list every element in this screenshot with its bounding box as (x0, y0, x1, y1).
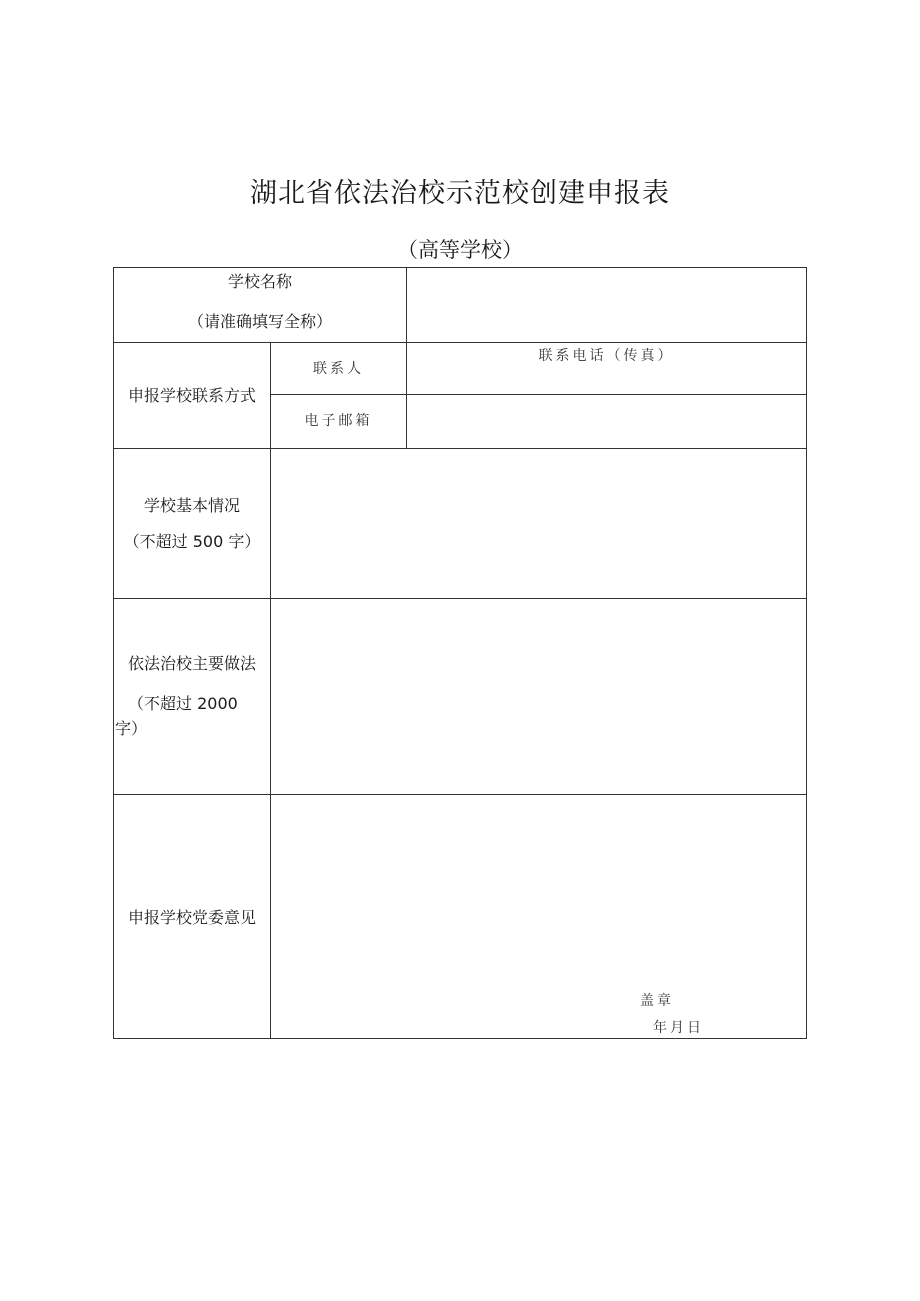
main-practices-hint-cont: 字） (115, 719, 148, 738)
main-practices-hint: （不超过 2000 (128, 694, 238, 713)
basic-info-field[interactable] (271, 449, 806, 598)
basic-info-hint: （不超过 500 字） (123, 532, 261, 551)
main-practices-label: 依法治校主要做法 (127, 654, 256, 673)
email-field[interactable] (407, 395, 806, 448)
email-label: 电子邮箱 (304, 413, 373, 429)
school-name-hint: （请准确填写全称） (187, 312, 332, 331)
party-opinion-field[interactable] (271, 795, 806, 1038)
date-label: 年月日 (653, 1020, 704, 1036)
seal-label: 盖章 (640, 993, 674, 1009)
page-subtitle: （高等学校） (397, 238, 523, 262)
basic-info-label: 学校基本情况 (143, 496, 240, 515)
phone-fax-label: 联系电话（传真） (538, 348, 675, 364)
contact-method-label: 申报学校联系方式 (127, 386, 256, 405)
page-title: 湖北省依法治校示范校创建申报表 (250, 178, 670, 209)
main-practices-field[interactable] (271, 599, 806, 794)
contact-person-label: 联系人 (313, 361, 364, 377)
application-form-table (113, 267, 807, 1039)
party-opinion-label: 申报学校党委意见 (127, 908, 256, 927)
school-name-label: 学校名称 (227, 272, 292, 291)
school-name-field[interactable] (407, 268, 806, 342)
